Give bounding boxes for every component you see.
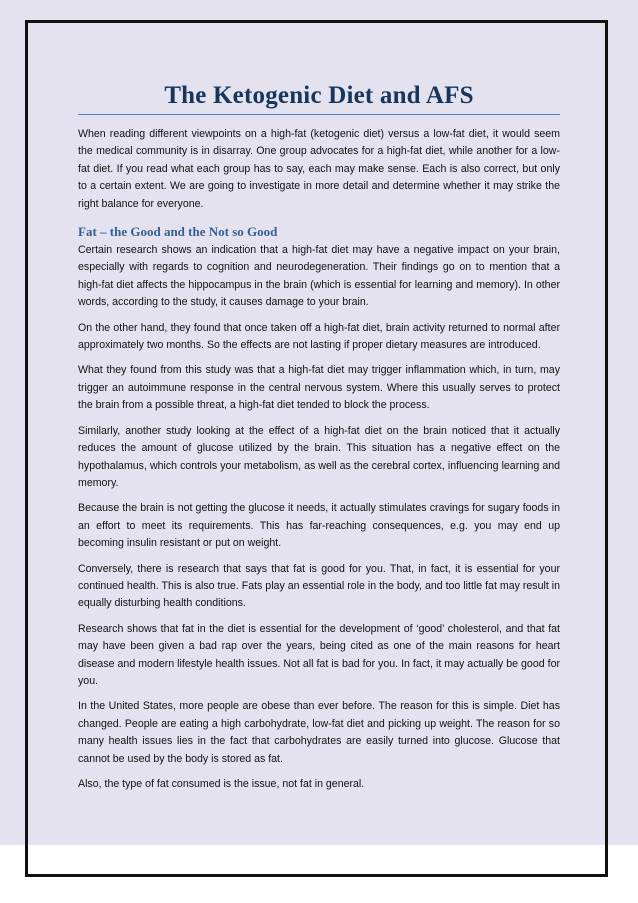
document-body bbox=[78, 80, 560, 801]
body-paragraph: Because the brain is not getting the glucose it needs, it actually stimulates cravings for sugary foods in an effort to meet its requirements. This has far-reaching consequences, e.g. you may end up becoming insulin resistant or put on weight. bbox=[78, 502, 560, 550]
body-paragraph: Conversely, there is research that says that fat is good for you. That, in fact, it is essential for your continued health. This is also true. Fats play an essential role in the body, and too little fat may result in equally disturbing health conditions. bbox=[78, 562, 560, 610]
body-paragraph: On the other hand, they found that once taken off a high-fat diet, brain activity returned to normal after approximately two months. So the effects are not lasting if proper dietary measures are introduced. bbox=[78, 321, 560, 352]
body-paragraph: Certain research shows an indication that a high-fat diet may have a negative impact on your brain, especially with regards to cognition and neurodegeneration. Their findings go on to mention that a high-fat diet affects the hippocampus in the brain (which is essential for learning and memory). In other words, according to the study, it causes damage to your brain. bbox=[78, 244, 560, 309]
body-paragraph: Also, the type of fat consumed is the issue, not fat in general. bbox=[78, 778, 365, 790]
body-paragraph: Research shows that fat in the diet is essential for the development of ‘good’ cholesterol, and that fat may have been given a bad rap over the years, being cited as one of the main reasons for heart disease and modern lifestyle health issues. Not all fat is bad for you. In fact, it may actually be good for you. bbox=[78, 622, 560, 687]
section-heading: Fat – the Good and the Not so Good bbox=[78, 224, 278, 240]
body-paragraph: Similarly, another study looking at the effect of a high-fat diet on the brain noticed that it actually reduces the amount of glucose utilized by the brain. This situation has a negative effect on the hypothalamus, which controls your metabolism, as well as the cerebral cortex, influencing learning and memory. bbox=[78, 424, 560, 489]
document-title: The Ketogenic Diet and AFS bbox=[78, 80, 560, 115]
body-paragraph: In the United States, more people are obese than ever before. The reason for this is simple. Diet has changed. People are eating a high carbohydrate, low-fat diet and picking up weight. The reason for so many health issues lies in the fact that carbohydrates are easily turned into glucose. Glucose that cannot be used by the body is stored as fat. bbox=[78, 700, 560, 765]
body-paragraph: What they found from this study was that a high-fat diet may trigger inflammation which, in turn, may trigger an autoimmune response in the central nervous system. Where this usually serves to protect the brain from a possible threat, a high-fat diet tended to block the process. bbox=[78, 364, 560, 412]
intro-paragraph: When reading different viewpoints on a high-fat (ketogenic diet) versus a low-fat diet, it would seem the medical community is in disarray. One group advocates for a high-fat diet, while another for a low-fat diet. If you read what each group has to say, each may make sense. Each is also correct, but only to a certain extent. We are going to investigate in more detail and determine whether it may strike the right balance for everyone. bbox=[78, 128, 560, 210]
